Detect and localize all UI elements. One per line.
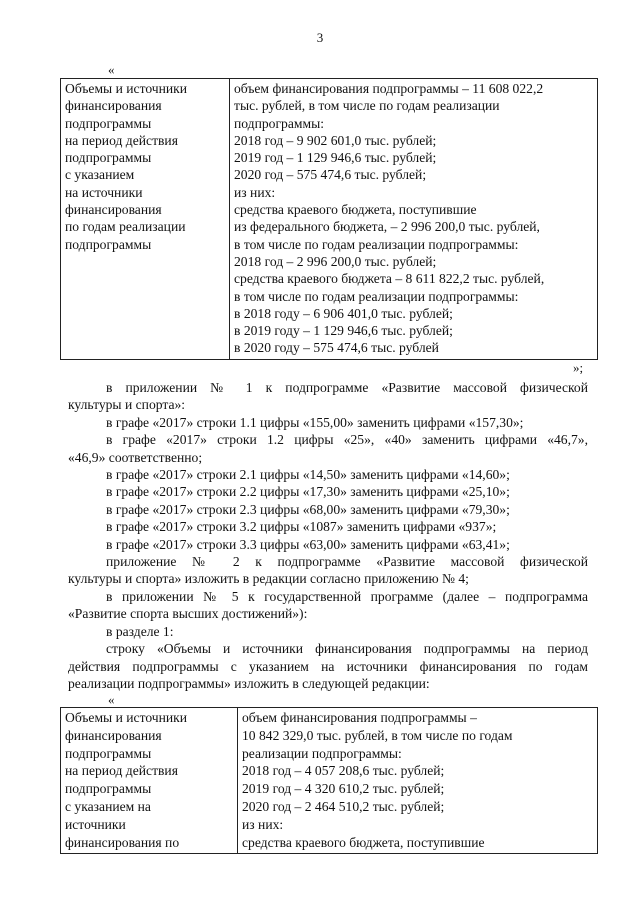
body-line: в графе «2017» строки 3.3 цифры «63,00» заменить цифрами «63,41»; xyxy=(106,536,510,552)
table2-value-line: 10 842 329,0 тыс. рублей, в том числе по годам xyxy=(242,727,513,743)
table2-label-line: Объемы и источники xyxy=(65,710,188,725)
table2-label-line: на период действия xyxy=(65,763,178,779)
body-line: культуры и спорта» изложить в редакции согласно приложению № 4; xyxy=(68,571,469,587)
table1-label-line: на период действия xyxy=(65,132,178,148)
table1-value-line: в 2018 году – 6 906 401,0 тыс. рублей; xyxy=(234,305,453,321)
table1-label-line: Объемы и источники xyxy=(65,81,188,96)
financing-table-2 xyxy=(60,707,598,854)
table2-value-line: объем финансирования подпрограммы – xyxy=(242,710,477,725)
table1-value-line: тыс. рублей, в том числе по годам реализации xyxy=(234,98,500,114)
body-line: в разделе 1: xyxy=(106,623,174,639)
table1-value-line: в 2020 году – 575 474,6 тыс. рублей xyxy=(234,340,439,356)
body-line: культуры и спорта»: xyxy=(68,397,186,413)
table2-label-cell xyxy=(61,708,238,854)
table1-value-line: из федерального бюджета, – 2 996 200,0 тыс. рублей, xyxy=(234,219,540,235)
body-line: в графе «2017» строки 1.2 цифры «25», «40» заменить цифрами «46,7», xyxy=(106,432,588,448)
closing-quote-mark: »; xyxy=(573,360,584,375)
table1-value-line: средства краевого бюджета – 8 611 822,2 тыс. рублей, xyxy=(234,271,545,287)
table1-value-line: из них: xyxy=(234,184,276,200)
table2-value-line: реализации подпрограммы: xyxy=(242,745,402,761)
body-line: в графе «2017» строки 2.1 цифры «14,50» заменить цифрами «14,60»; xyxy=(106,467,510,483)
table2-value-line: 2018 год – 4 057 208,6 тыс. рублей; xyxy=(242,763,445,779)
table2-value-line: из них: xyxy=(242,816,284,832)
body-line: в графе «2017» строки 3.2 цифры «1087» заменить цифрами «937»; xyxy=(106,519,497,535)
table2-value-cell xyxy=(238,708,598,854)
table1-value-cell xyxy=(230,79,598,360)
body-line: реализации подпрограммы» изложить в следующей редакции: xyxy=(68,675,430,691)
table2-label-line: финансирования по xyxy=(65,834,180,850)
table1-value-line: средства краевого бюджета, поступившие xyxy=(234,202,477,218)
opening-quote-mark: « xyxy=(108,692,115,707)
body-line: в приложении № 5 к государственной программе (далее – подпрограмма xyxy=(106,588,588,604)
body-line: «46,9» соответственно; xyxy=(68,449,203,465)
table1-label-line: с указанием xyxy=(65,167,135,183)
table2-label-line: финансирования xyxy=(65,727,162,743)
table1-label-line: финансирования xyxy=(65,98,162,114)
table2-value-line: 2020 год – 2 464 510,2 тыс. рублей; xyxy=(242,798,445,814)
opening-quote-mark: « xyxy=(108,62,115,77)
financing-table-1 xyxy=(60,78,598,360)
amendment-text xyxy=(68,379,588,692)
table1-value-line: в том числе по годам реализации подпрограммы: xyxy=(234,288,519,304)
body-line: в графе «2017» строки 2.3 цифры «68,00» заменить цифрами «79,30»; xyxy=(106,501,510,517)
body-line: приложение № 2 к подпрограмме «Развитие массовой физической xyxy=(106,554,588,570)
table1-label-line: по годам реализации xyxy=(65,219,186,235)
table1-value-line: 2019 год – 1 129 946,6 тыс. рублей; xyxy=(234,150,437,166)
body-line: в графе «2017» строки 2.2 цифры «17,30» заменить цифрами «25,10»; xyxy=(106,484,510,500)
table2-value-line: 2019 год – 4 320 610,2 тыс. рублей; xyxy=(242,781,445,797)
table2-label-line: с указанием на xyxy=(65,798,151,814)
table1-label-line: на источники xyxy=(65,184,143,200)
table1-label-cell xyxy=(61,79,230,360)
body-line: в графе «2017» строки 1.1 цифры «155,00» заменить цифрами «157,30»; xyxy=(106,414,524,430)
table1-value-line: объем финансирования подпрограммы – 11 608 022,2 xyxy=(234,81,544,96)
table1-value-line: в 2019 году – 1 129 946,6 тыс. рублей; xyxy=(234,323,453,339)
table2-label-line: подпрограммы xyxy=(65,745,152,761)
table1-value-line: в том числе по годам реализации подпрограммы: xyxy=(234,236,519,252)
table1-value-line: 2018 год – 9 902 601,0 тыс. рублей; xyxy=(234,132,437,148)
table2-label-line: подпрограммы xyxy=(65,781,152,797)
table1-label-line: финансирования xyxy=(65,202,162,218)
table1-label-line: подпрограммы xyxy=(65,236,152,252)
body-line: строку «Объемы и источники финансирования подпрограммы на период xyxy=(106,641,588,657)
body-line: в приложении № 1 к подпрограмме «Развитие массовой физической xyxy=(106,380,588,395)
table2-label-line: источники xyxy=(65,816,126,832)
table1-value-line: подпрограммы: xyxy=(234,115,324,131)
table1-label-line: подпрограммы xyxy=(65,150,152,166)
body-line: «Развитие спорта высших достижений»): xyxy=(68,606,308,622)
page-number: 3 xyxy=(316,30,324,45)
body-line: действия подпрограммы с указанием на источники финансирования по годам xyxy=(68,658,588,674)
table1-value-line: 2018 год – 2 996 200,0 тыс. рублей; xyxy=(234,253,437,269)
table2-value-line: средства краевого бюджета, поступившие xyxy=(242,834,485,850)
table1-value-line: 2020 год – 575 474,6 тыс. рублей; xyxy=(234,167,427,183)
table1-label-line: подпрограммы xyxy=(65,115,152,131)
